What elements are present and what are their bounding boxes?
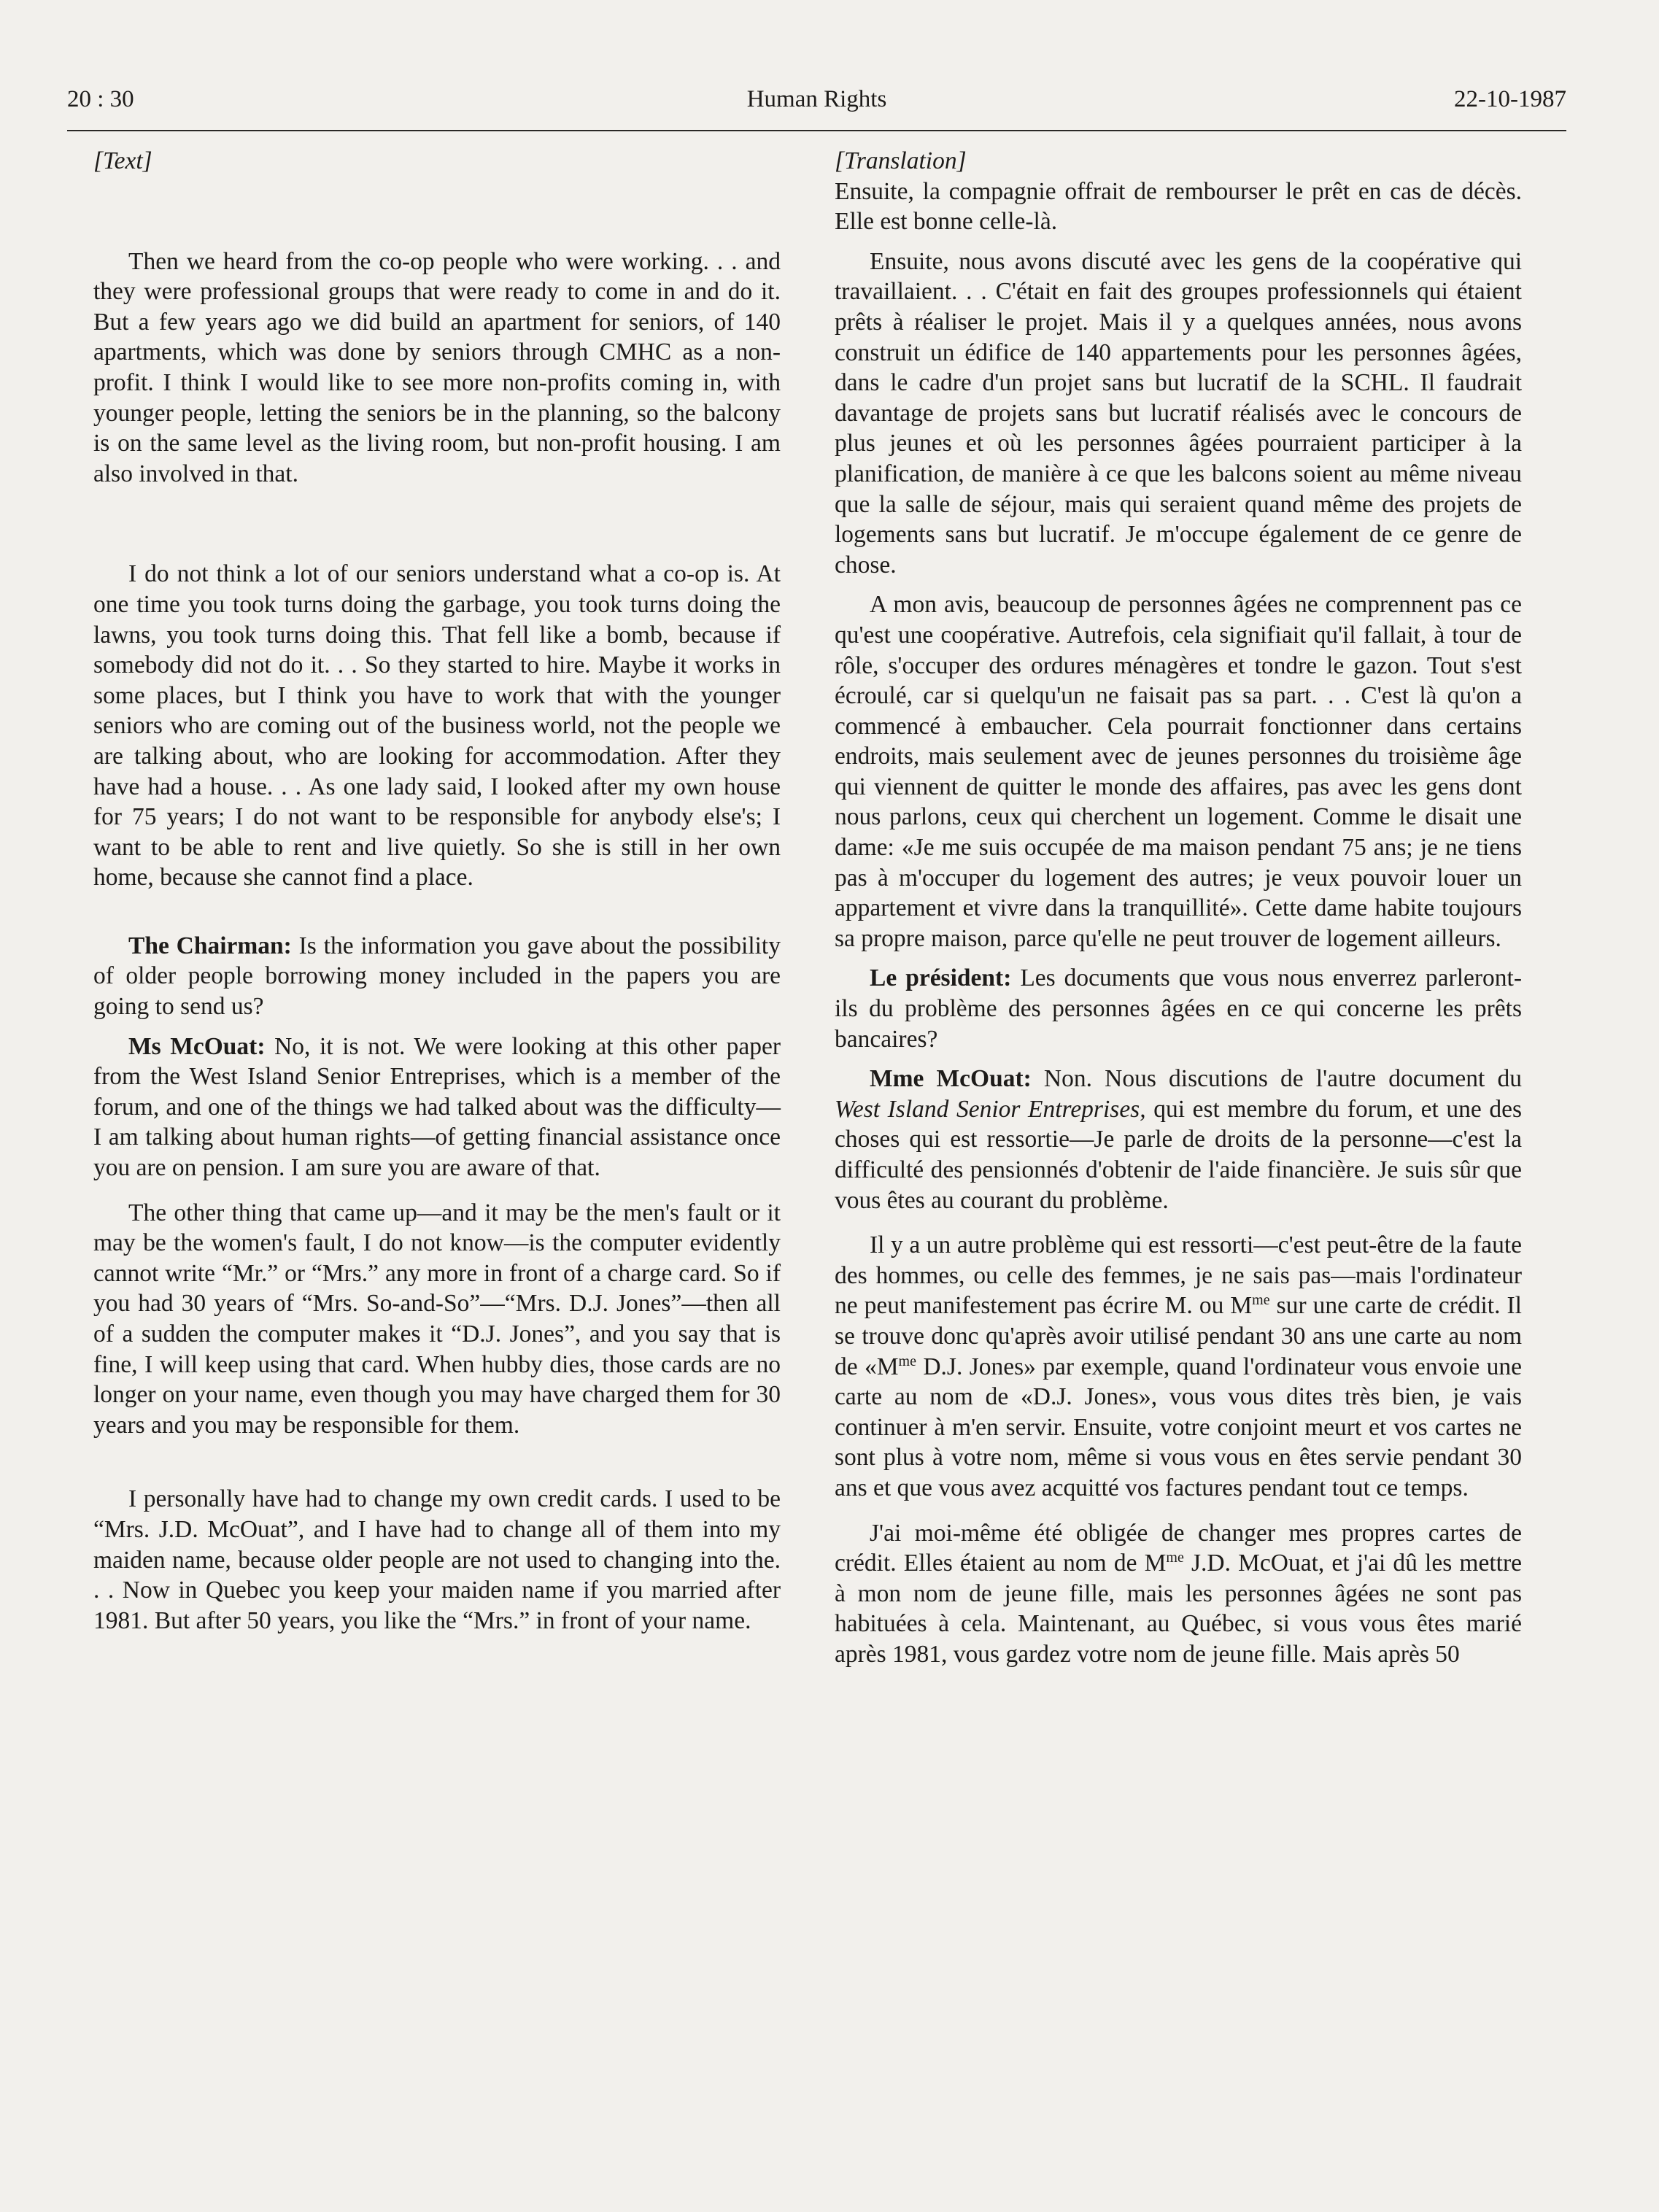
paragraph: The other thing that came up—and it may be the men's fault or it may be the women's fault, I do not know—is the computer evidently cannot write “Mr.” or “Mrs.” any more in front of a charge card. So if you had 30 years of “Mrs. So-and-So”—“Mrs. D.J. Jones”—then all of a sudden the computer makes it “D.J. Jones”, and you say that is fine, I will keep using that card. When hubby dies, those cards are no longer on your name, even though you may have charged them for 30 years and you may be responsible for them. [93,1199,781,1439]
speaker-name: Mme McOuat: [870,1065,1032,1093]
text-run: Il y a un autre problème qui est ressorti—c'est peut-être de la faute des hommes, ou celle des femmes, je ne sais pas—mais l'ordinateur ne peut manifestement pas écrire M. ou M [835,1231,1522,1320]
paragraph [93,931,781,1022]
text-run: J.D. McOuat, et j'ai dû les mettre à mon nom de jeune fille, mais les personnes âgées ne sont pas habituées à cela. Maintenant, au Québec, si vous vous êtes marié après 1981, vous gardez votre nom de jeune fille. Mais après 50 [835,1550,1522,1668]
running-title: Human Rights [746,86,887,112]
superscript: me [898,1353,916,1369]
french-column [835,146,1522,1670]
translation-tag: [Translation] [835,147,967,174]
speech-text: Les documents que vous nous enverrez parleront-ils du problème des personnes âgées en ce qui concerne les prêts bancaires? [835,964,1523,1053]
paragraph [835,1230,1522,1503]
speaker-name: Ms McOuat: [128,1032,266,1060]
text-run: D.J. Jones» par exemple, quand l'ordinateur vous envoie une carte au nom de «D.J. Jones», vous vous dites très bien, je vais continuer à m'en servir. Ensuite, votre conjoint meurt et vos cartes ne sont plus à votre nom, même si vous vous en êtes servie pendant 30 ans et que vous avez acquitté vos factures pendant tout ce temps. [835,1353,1523,1501]
superscript: me [1252,1292,1270,1309]
text-tag: [Text] [93,147,152,174]
paragraph: A mon avis, beaucoup de personnes âgées ne comprennent pas ce qu'est une coopérative. Autrefois, cela signifiait qu'il fallait, à tour de rôle, s'occuper des ordures ménagères et tondre le gazon. Tout s'est écroulé, car si quelqu'un ne faisait pas sa part. . . C'est là qu'on a commencé à embaucher. Cela pourrait fonctionner dans certains endroits, mais seulement avec de jeunes personnes du troisième âge qui viennent de quitter le monde des affaires, pas avec les gens dont nous parlons, ceux qui cherchent un logement. Comme le disait une dame: «Je me suis occupée de ma maison pendant 75 ans; je ne tiens pas à m'occuper du logement des autres; je veux pouvoir louer un appartement et vivre dans la tranquillité». Cette dame habite toujours sa propre maison, parce qu'elle ne peut trouver de logement ailleurs. [835,591,1522,952]
paragraph [835,1064,1522,1215]
page-header [67,86,1566,131]
english-column [93,146,781,1636]
organization-name: West Island Senior Entreprises, [835,1095,1146,1123]
speech-text: qui est membre du forum, et une des choses qui est ressortie—Je parle de droits de la personne—c'est la difficulté des pensionnés d'obtenir de l'aide financière. Je suis sûr que vous êtes au courant du problème. [835,1095,1522,1214]
paragraph: I do not think a lot of our seniors understand what a co-op is. At one time you took turns doing the garbage, you took turns doing the lawns, you took turns doing this. That fell like a bomb, because if somebody did not do it. . . So they started to hire. Maybe it works in some places, but I think you have to work that with the younger seniors who are coming out of the business world, not the people we are talking about, who are looking for accommodation. After they have had a house. . . As one lady said, I looked after my own house for 75 years; I do not want to be responsible for anybody else's; I want to be able to rent and live quietly. So she is still in her own home, because she cannot find a place. [93,560,781,892]
paragraph [93,1032,781,1183]
speech-text: Is the information you gave about the possibility of older people borrowing money included in the papers you are going to send us? [93,932,781,1021]
paragraph: Ensuite, la compagnie offrait de rembourser le prêt en cas de décès. Elle est bonne celle-là. [835,177,1522,236]
paragraph [835,1518,1522,1670]
page-date: 22-10-1987 [1454,86,1566,112]
text-run: J'ai moi-même été obligée de changer mes propres cartes de crédit. Elles étaient au nom de M [835,1519,1522,1577]
speech-text: Non. Nous discutions de l'autre document du [1031,1065,1522,1093]
paragraph [835,963,1522,1054]
paragraph: Ensuite, nous avons discuté avec les gens de la coopérative qui travaillaient. . . C'était en fait des groupes professionnels qui étaient prêts à réaliser le projet. Mais il y a quelques années, nous avons construit un édifice de 140 appartements pour les personnes âgées, dans le cadre d'un projet sans but lucratif de la SCHL. Il faudrait davantage de projets sans but lucratif réalisés avec le concours de plus jeunes et où les personnes âgées pourraient participer à la planification, de manière à ce que les balcons soient au même niveau que la salle de séjour, mais qui seraient quand même des projets de logements sans but lucratif. Je m'occupe également de ce genre de chose. [835,247,1522,579]
text-run: sur une carte de crédit. Il se trouve donc qu'après avoir utilisé pendant 30 ans une carte au nom de «M [835,1292,1522,1380]
page-number: 20 : 30 [67,86,134,112]
speaker-name: The Chairman: [128,932,292,959]
paragraph: I personally have had to change my own credit cards. I used to be “Mrs. J.D. McOuat”, and I have had to change all of them into my maiden name, because older people are not used to changing into the. . . Now in Quebec you keep your maiden name if you married after 1981. But after 50 years, you like the “Mrs.” in front of your name. [93,1485,781,1634]
speech-text: No, it is not. We were looking at this other paper from the West Island Senior Entreprises, which is a member of the forum, and one of the things we had talked about was the difficulty—I am talking about human rights—of getting financial assistance once you are on pension. I am sure you are aware of that. [93,1032,781,1182]
speaker-name: Le président: [870,964,1012,992]
paragraph: Then we heard from the co-op people who were working. . . and they were professional groups that were ready to come in and do it. But a few years ago we did build an apartment for seniors, of 140 apartments, which was done by seniors through CMHC as a non-profit. I think I would like to see more non-profits coming in, with younger people, letting the seniors be in the planning, so the balcony is on the same level as the living room, but non-profit housing. I am also involved in that. [93,247,781,487]
superscript: me [1166,1550,1184,1566]
